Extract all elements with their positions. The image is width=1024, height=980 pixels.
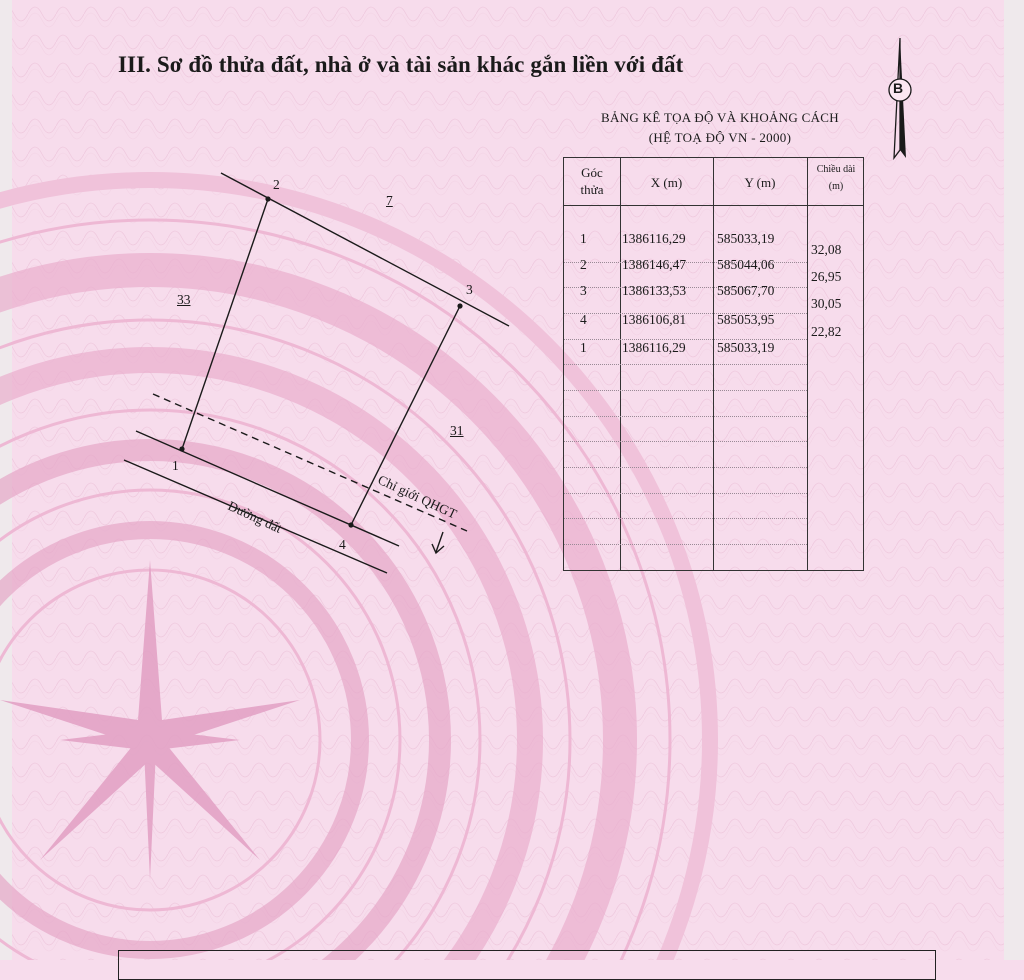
row-4-y: 585053,95 [717,312,775,327]
length-2-3: 26,95 [811,269,842,284]
table-title: BẢNG KÊ TỌA ĐỘ VÀ KHOẢNG CÁCH [601,110,839,125]
vertex-label-3: 3 [466,282,473,297]
row-5-point: 1 [580,340,587,355]
row-4-point: 4 [580,312,587,327]
vertex-4-marker [348,522,353,527]
header-y: Y (m) [744,175,776,190]
row-3-point: 3 [580,283,587,298]
next-section-box [118,950,936,980]
planning-boundary-line [153,394,467,531]
parcel-edge-1-2 [182,199,268,449]
north-neighbor-boundary [221,173,509,326]
length-1-2: 32,08 [811,242,842,257]
planning-arrow-shaft [436,532,443,552]
row-5-x: 1386116,29 [622,340,686,355]
row-3-x: 1386133,53 [622,283,687,298]
vertex-label-1: 1 [172,458,179,473]
row-2-point: 2 [580,257,587,272]
header-goc-line1: Góc [581,165,603,180]
planning-boundary-label: Chỉ giới QHGT [375,472,460,522]
road-label: Đường đất [225,498,285,536]
row-5-y: 585033,19 [717,340,775,355]
row-3-y: 585067,70 [717,283,775,298]
row-1-point: 1 [580,231,587,246]
adjacent-parcel-west: 33 [177,292,191,307]
row-1-y: 585033,19 [717,231,775,246]
header-length-line2: (m) [828,181,844,192]
adjacent-parcel-north: 7 [386,193,393,208]
header-goc-line2: thửa [580,182,604,197]
vertex-3-marker [457,303,462,308]
adjacent-parcel-east: 31 [450,423,464,438]
north-label: B [893,80,904,96]
row-1-x: 1386116,29 [622,231,686,246]
row-2-x: 1386146,47 [622,257,687,272]
vertex-1-marker [179,446,184,451]
vertex-label-2: 2 [273,177,280,192]
row-4-x: 1386106,81 [622,312,687,327]
length-3-4: 30,05 [811,296,842,311]
row-2-y: 585044,06 [717,257,775,272]
table-subtitle: (HỆ TOẠ ĐỘ VN - 2000) [648,130,792,145]
header-x: X (m) [650,175,683,190]
vertex-2-marker [265,196,270,201]
section-heading: III. Sơ đồ thửa đất, nhà ở và tài sản khác gắn liền với đất [118,52,684,77]
header-length-line1: Chiều dài [816,164,856,175]
length-4-1: 22,82 [811,324,842,339]
vertex-label-4: 4 [339,537,346,552]
